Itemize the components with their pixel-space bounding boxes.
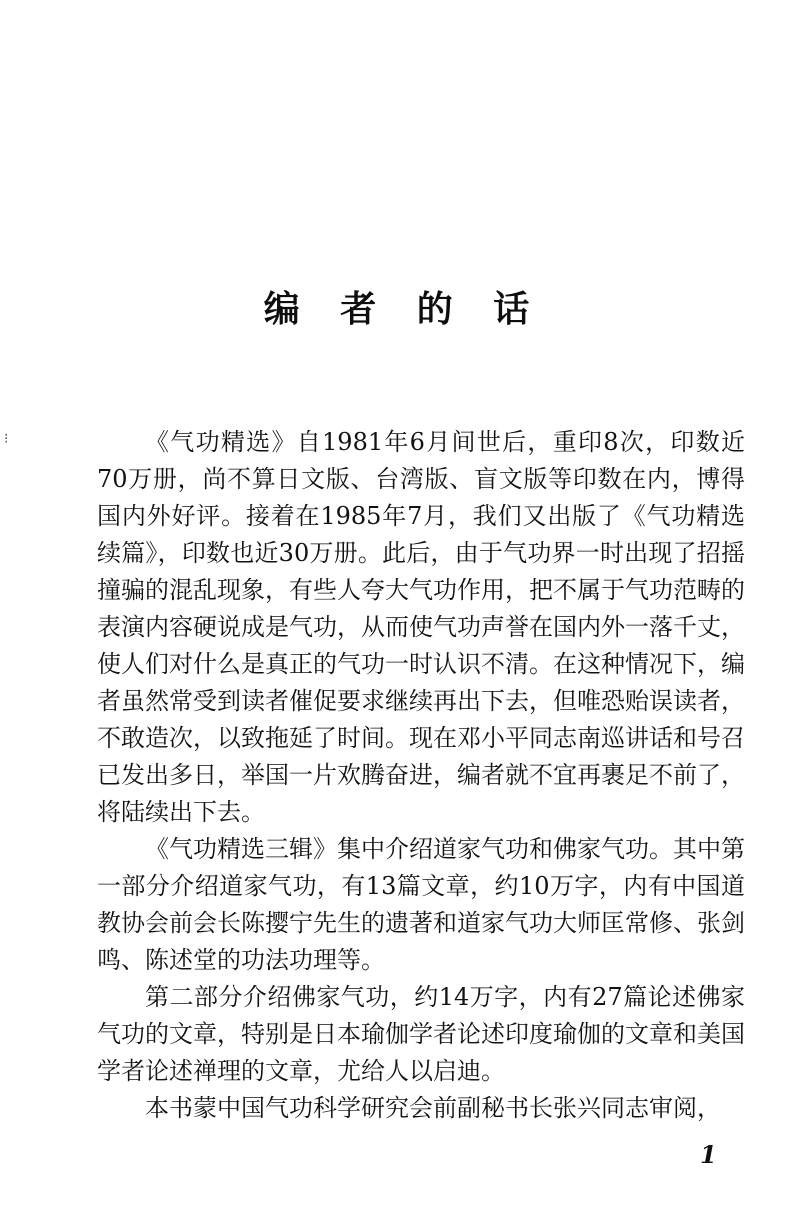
paragraph-4: 本书蒙中国气功科学研究会前副秘书长张兴同志审阅， [145, 1094, 721, 1122]
page-number: 1 [700, 1140, 717, 1169]
page-title: 编 者 的 话 [263, 289, 544, 330]
paragraph-1: 《气功精选》自1981年6月间世后，重印8次，印数近70万册，尚不算日文版、台湾版、盲文版等印数在内，博得国内外好评。接着在1985年7月，我们又出版了《气功精选续篇》，印数也近30万册。此后，由于气功界一时出现了招摇撞骗的混乱现象，有些人夸大气功作用，把不属于气功范畴的表演内容硬说成是气功，从而使气功声誉在国内外一落千丈，使人们对什么是真正的气功一时认识不清。在这种情况下，编者虽然常受到读者催促要求继续再出下去，但唯恐贻误读者，不敢造次，以致拖延了时间。现在邓小平同志南巡讲话和号召已发出多日，举国一片欢腾奋进，编者就不宜再裹足不前了，将陆续出下去。 [97, 428, 745, 826]
margin-mark: ⁝ [4, 431, 9, 447]
paragraph-2: 《气功精选三辑》集中介绍道家气功和佛家气功。其中第一部分介绍道家气功，有13篇文章，约10万字，内有中国道教协会前会长陈撄宁先生的遗著和道家气功大师匡常修、张剑鸣、陈述堂的功法功理等。 [97, 835, 745, 974]
body-text [97, 424, 745, 1127]
paragraph-3: 第二部分介绍佛家气功，约14万字，内有27篇论述佛家气功的文章，特别是日本瑜伽学者论述印度瑜伽的文章和美国学者论述禅理的文章，尤给人以启迪。 [97, 983, 745, 1085]
